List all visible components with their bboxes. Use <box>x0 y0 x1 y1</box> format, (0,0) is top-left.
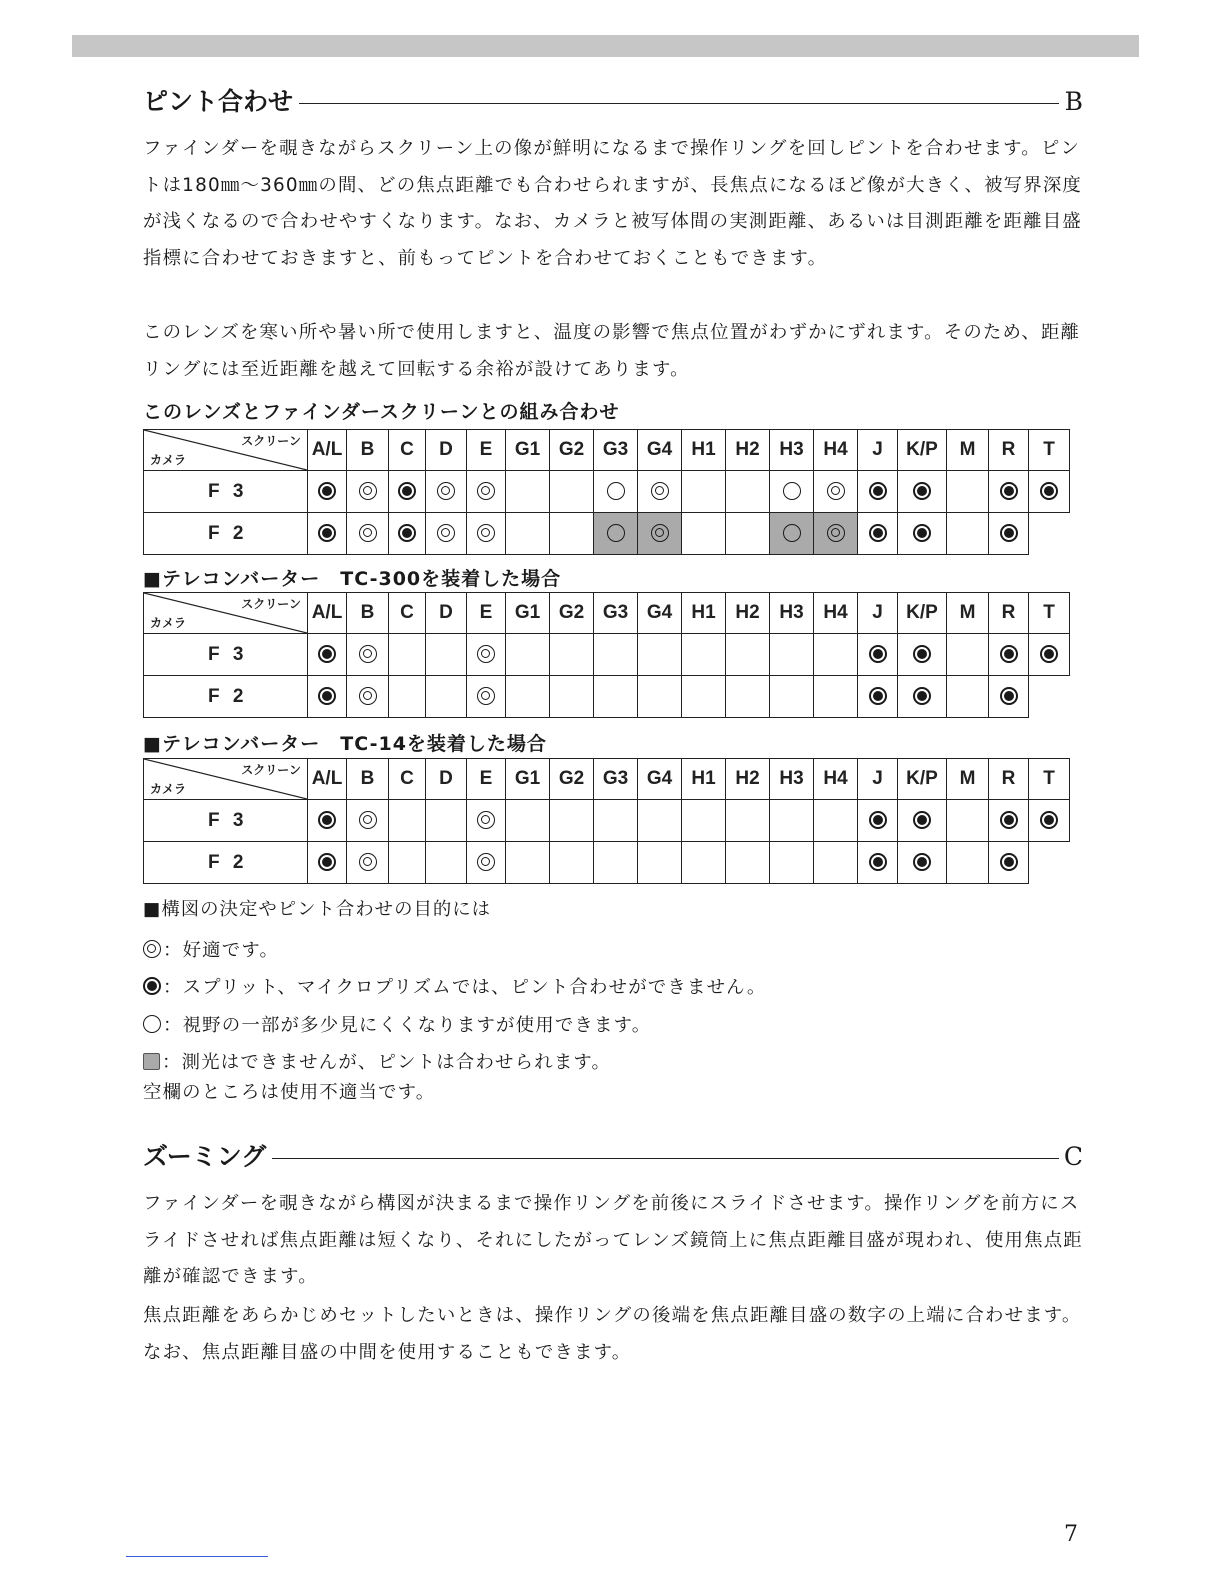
screen-column-header: G2 <box>550 593 594 634</box>
filled-circle-icon <box>318 645 336 663</box>
table-row <box>144 842 1070 884</box>
screen-column-header: M <box>947 759 989 800</box>
compat-cell <box>947 676 989 718</box>
filled-circle-icon <box>318 687 336 705</box>
compat-cell <box>858 676 898 718</box>
compat-cell <box>308 676 347 718</box>
screen-column-header: G3 <box>594 759 638 800</box>
compat-cell <box>550 842 594 884</box>
filled-circle-icon <box>869 687 887 705</box>
double-circle-icon <box>477 811 495 829</box>
section-c-header <box>143 1139 1083 1179</box>
filled-circle-icon <box>1000 524 1018 542</box>
filled-circle-icon <box>1040 645 1058 663</box>
compat-cell <box>1029 842 1070 884</box>
filled-circle-icon <box>1000 853 1018 871</box>
table-corner-cell <box>144 759 308 800</box>
section-c-paragraph-1: ファインダーを覗きながら構図が決まるまで操作リングを前後にスライドさせます。操作リングを前方にスライドさせれば焦点距離は短くなり、それにしたがってレンズ鏡筒上に焦点距離目盛が現われ、使用焦点距離が確認できます。 <box>143 1193 1083 1287</box>
screen-column-header: G1 <box>506 593 550 634</box>
compat-cell <box>389 800 426 842</box>
screen-axis-label: スクリーン <box>241 597 301 611</box>
top-scan-bar <box>72 35 1139 57</box>
compat-cell <box>594 634 638 676</box>
section-b-header <box>143 84 1083 124</box>
compat-cell <box>726 842 770 884</box>
compat-cell <box>726 634 770 676</box>
compat-cell <box>550 634 594 676</box>
compat-cell <box>898 513 947 555</box>
filled-circle-icon <box>318 482 336 500</box>
double-circle-icon <box>359 811 377 829</box>
filled-circle-icon <box>869 811 887 829</box>
double-circle-icon <box>477 524 495 542</box>
screen-column-header: H3 <box>770 759 814 800</box>
compat-cell <box>389 513 426 555</box>
legend-list <box>143 930 766 1080</box>
double-circle-icon <box>477 645 495 663</box>
compat-cell <box>389 634 426 676</box>
double-circle-icon <box>437 524 455 542</box>
legend-text: ：視野の一部が多少見にくくなりますが使用できます。 <box>163 1014 652 1036</box>
screen-column-header: G2 <box>550 759 594 800</box>
screen-column-header: D <box>426 759 467 800</box>
compat-cell <box>347 842 389 884</box>
double-circle-icon <box>477 482 495 500</box>
table-row <box>144 471 1070 513</box>
compat-cell <box>550 513 594 555</box>
compat-cell <box>467 842 506 884</box>
compat-cell <box>770 513 814 555</box>
filled-circle-icon <box>398 482 416 500</box>
filled-circle-icon <box>318 853 336 871</box>
double-circle-icon <box>359 687 377 705</box>
compat-cell <box>426 471 467 513</box>
filled-circle-icon <box>913 482 931 500</box>
double-circle-icon <box>143 940 161 958</box>
screen-column-header: A/L <box>308 593 347 634</box>
section-c-rule <box>143 1158 1059 1159</box>
screen-compat-table-base <box>143 429 1070 555</box>
compat-cell <box>638 842 682 884</box>
compat-cell <box>506 842 550 884</box>
screen-column-header: E <box>467 593 506 634</box>
screen-column-header: A/L <box>308 430 347 471</box>
filled-circle-icon <box>143 977 161 995</box>
screen-column-header: H2 <box>726 759 770 800</box>
double-circle-icon <box>477 853 495 871</box>
table-1-heading: このレンズとファインダースクリーンとの組み合わせ <box>143 401 620 423</box>
table-header-row <box>144 759 1070 800</box>
compat-cell <box>814 800 858 842</box>
compat-cell <box>989 800 1029 842</box>
section-c-paragraph-2: 焦点距離をあらかじめセットしたいときは、操作リングの後端を焦点距離目盛の数字の上端に合わせます。なお、焦点距離目盛の中間を使用することもできます。 <box>143 1305 1082 1363</box>
screen-column-header: B <box>347 593 389 634</box>
compat-cell <box>467 634 506 676</box>
compat-cell <box>947 800 989 842</box>
legend-text: ：測光はできませんが、ピントは合わせられます。 <box>162 1052 612 1074</box>
filled-circle-icon <box>1000 811 1018 829</box>
compat-cell <box>389 471 426 513</box>
section-b-paragraph-2: このレンズを寒い所や暑い所で使用しますと、温度の影響で焦点位置がわずかにずれます。そのため、距離リングには至近距離を越えて回転する余裕が設けてあります。 <box>143 322 1081 380</box>
screen-compat-table-tc300 <box>143 592 1070 718</box>
screen-column-header: D <box>426 593 467 634</box>
compat-cell <box>898 800 947 842</box>
compat-cell <box>467 513 506 555</box>
compat-cell <box>638 800 682 842</box>
screen-column-header: T <box>1029 593 1070 634</box>
compat-cell <box>947 634 989 676</box>
legend-item-suitable <box>143 930 766 968</box>
screen-column-header: H4 <box>814 759 858 800</box>
bottom-link-underline <box>126 1556 268 1557</box>
screen-column-header: T <box>1029 430 1070 471</box>
filled-circle-icon <box>913 687 931 705</box>
screen-column-header: C <box>389 759 426 800</box>
compat-cell <box>506 471 550 513</box>
filled-circle-icon <box>869 482 887 500</box>
compat-cell <box>594 800 638 842</box>
compat-cell <box>347 676 389 718</box>
compat-cell <box>389 676 426 718</box>
compat-cell <box>858 513 898 555</box>
compat-cell <box>682 513 726 555</box>
compat-cell <box>550 471 594 513</box>
screen-column-header: J <box>858 759 898 800</box>
section-b-paragraph-1: ファインダーを覗きながらスクリーン上の像が鮮明になるまで操作リングを回しピントを合わせます。ピントは180㎜～360㎜の間、どの焦点距離でも合わせられますが、長焦点になるほど像が大きく、被写界深度が浅くなるので合わせやすくなります。なお、カメラと被写体間の実測距離、あるいは目測距離を距離目盛指標に合わせておきますと、前もってピントを合わせておくこともできます。 <box>143 138 1083 269</box>
compat-cell <box>858 634 898 676</box>
compat-cell <box>1029 471 1070 513</box>
screen-column-header: H3 <box>770 430 814 471</box>
section-c-title: ズーミング <box>143 1139 272 1175</box>
compat-cell <box>814 676 858 718</box>
compat-cell <box>467 471 506 513</box>
screen-column-header: A/L <box>308 759 347 800</box>
compat-cell <box>682 471 726 513</box>
screen-column-header: K/P <box>898 430 947 471</box>
compat-cell <box>1029 676 1070 718</box>
screen-column-header: J <box>858 593 898 634</box>
compat-cell <box>347 471 389 513</box>
table-corner-cell <box>144 593 308 634</box>
table-2-heading: ■テレコンバーター TC-300を装着した場合 <box>143 568 562 590</box>
camera-axis-label: カメラ <box>150 453 187 467</box>
compat-cell <box>814 842 858 884</box>
table-row <box>144 513 1070 555</box>
filled-circle-icon <box>1000 645 1018 663</box>
double-circle-icon <box>827 524 845 542</box>
table-row <box>144 634 1070 676</box>
compat-cell <box>682 800 726 842</box>
compat-cell <box>898 842 947 884</box>
screen-column-header: G3 <box>594 593 638 634</box>
compat-cell <box>426 634 467 676</box>
screen-column-header: H1 <box>682 759 726 800</box>
compat-cell <box>726 676 770 718</box>
compat-cell <box>594 471 638 513</box>
compat-cell <box>426 676 467 718</box>
section-b-letter: B <box>1061 84 1083 120</box>
compat-cell <box>898 634 947 676</box>
compat-cell <box>947 471 989 513</box>
compat-cell <box>726 513 770 555</box>
compat-cell <box>467 676 506 718</box>
compat-cell <box>594 676 638 718</box>
compat-cell <box>594 842 638 884</box>
filled-circle-icon <box>318 524 336 542</box>
open-circle-icon <box>607 482 625 500</box>
double-circle-icon <box>477 687 495 705</box>
compat-cell <box>989 471 1029 513</box>
compat-cell <box>682 676 726 718</box>
compat-cell <box>989 513 1029 555</box>
screen-column-header: H1 <box>682 430 726 471</box>
compat-cell <box>426 800 467 842</box>
camera-name-cell: F 2 <box>144 842 308 884</box>
compat-cell <box>682 634 726 676</box>
compat-cell <box>898 471 947 513</box>
table-row <box>144 676 1070 718</box>
compat-cell <box>947 513 989 555</box>
screen-column-header: T <box>1029 759 1070 800</box>
compat-cell <box>858 800 898 842</box>
camera-name-cell: F 3 <box>144 471 308 513</box>
screen-axis-label: スクリーン <box>241 763 301 777</box>
double-circle-icon <box>651 482 669 500</box>
compat-cell <box>814 513 858 555</box>
compat-cell <box>426 842 467 884</box>
screen-column-header: K/P <box>898 593 947 634</box>
screen-column-header: R <box>989 593 1029 634</box>
compat-cell <box>770 800 814 842</box>
table-header-row <box>144 593 1070 634</box>
screen-column-header: G2 <box>550 430 594 471</box>
screen-column-header: D <box>426 430 467 471</box>
table-corner-cell <box>144 430 308 471</box>
compat-cell <box>506 634 550 676</box>
compat-cell <box>347 513 389 555</box>
screen-column-header: H4 <box>814 593 858 634</box>
compat-cell <box>506 513 550 555</box>
filled-circle-icon <box>318 811 336 829</box>
legend-text: ：スプリット、マイクロプリズムでは、ピント合わせができません。 <box>163 977 767 999</box>
screen-column-header: G4 <box>638 593 682 634</box>
double-circle-icon <box>359 482 377 500</box>
screen-column-header: G1 <box>506 759 550 800</box>
screen-column-header: R <box>989 430 1029 471</box>
compat-cell <box>1029 513 1070 555</box>
compat-cell <box>989 634 1029 676</box>
screen-column-header: H4 <box>814 430 858 471</box>
compat-cell <box>506 676 550 718</box>
screen-column-header: G1 <box>506 430 550 471</box>
compat-cell <box>426 513 467 555</box>
open-circle-icon <box>607 524 625 542</box>
filled-circle-icon <box>913 645 931 663</box>
compat-cell <box>770 842 814 884</box>
table-row <box>144 800 1070 842</box>
compat-cell <box>638 471 682 513</box>
compat-cell <box>506 800 550 842</box>
screen-column-header: G3 <box>594 430 638 471</box>
double-circle-icon <box>359 853 377 871</box>
screen-axis-label: スクリーン <box>241 434 301 448</box>
compat-cell <box>389 842 426 884</box>
compat-cell <box>550 676 594 718</box>
compat-cell <box>347 634 389 676</box>
compat-cell <box>898 676 947 718</box>
screen-column-header: H1 <box>682 593 726 634</box>
screen-column-header: H3 <box>770 593 814 634</box>
compat-cell <box>1029 800 1070 842</box>
filled-circle-icon <box>869 645 887 663</box>
camera-axis-label: カメラ <box>150 616 187 630</box>
compat-cell <box>308 842 347 884</box>
filled-circle-icon <box>869 524 887 542</box>
compat-cell <box>770 676 814 718</box>
screen-column-header: M <box>947 430 989 471</box>
double-circle-icon <box>359 645 377 663</box>
open-circle-icon <box>143 1015 161 1033</box>
compat-cell <box>770 471 814 513</box>
section-b-title: ピント合わせ <box>143 84 299 120</box>
double-circle-icon <box>827 482 845 500</box>
filled-circle-icon <box>398 524 416 542</box>
screen-column-header: E <box>467 430 506 471</box>
table-header-row <box>144 430 1070 471</box>
camera-axis-label: カメラ <box>150 782 187 796</box>
screen-column-header: H2 <box>726 430 770 471</box>
compat-cell <box>308 634 347 676</box>
camera-name-cell: F 3 <box>144 634 308 676</box>
compat-cell <box>308 471 347 513</box>
double-circle-icon <box>359 524 377 542</box>
table-3-heading: ■テレコンバーター TC-14を装着した場合 <box>143 733 547 755</box>
legend-title: ■構図の決定やピント合わせの目的には <box>143 899 492 920</box>
compat-cell <box>814 634 858 676</box>
legend-footnote: 空欄のところは使用不適当です。 <box>143 1082 436 1103</box>
legend-item-partial <box>143 1005 766 1043</box>
compat-cell <box>308 513 347 555</box>
compat-cell <box>347 800 389 842</box>
filled-circle-icon <box>913 811 931 829</box>
compat-cell <box>638 676 682 718</box>
section-c-letter: C <box>1060 1139 1083 1175</box>
legend-text: ：好適です。 <box>163 939 280 961</box>
compat-cell <box>308 800 347 842</box>
filled-circle-icon <box>1000 687 1018 705</box>
screen-column-header: E <box>467 759 506 800</box>
double-circle-icon <box>651 524 669 542</box>
compat-cell <box>814 471 858 513</box>
compat-cell <box>726 800 770 842</box>
compat-cell <box>638 634 682 676</box>
filled-circle-icon <box>913 853 931 871</box>
screen-column-header: G4 <box>638 759 682 800</box>
compat-cell <box>989 676 1029 718</box>
compat-cell <box>989 842 1029 884</box>
screen-column-header: R <box>989 759 1029 800</box>
filled-circle-icon <box>1000 482 1018 500</box>
compat-cell <box>550 800 594 842</box>
compat-cell <box>594 513 638 555</box>
compat-cell <box>682 842 726 884</box>
compat-cell <box>770 634 814 676</box>
legend-item-no-split <box>143 968 766 1006</box>
compat-cell <box>1029 634 1070 676</box>
filled-circle-icon <box>869 853 887 871</box>
compat-cell <box>638 513 682 555</box>
screen-column-header: C <box>389 430 426 471</box>
screen-column-header: K/P <box>898 759 947 800</box>
screen-column-header: J <box>858 430 898 471</box>
compat-cell <box>858 842 898 884</box>
filled-circle-icon <box>1040 482 1058 500</box>
screen-column-header: C <box>389 593 426 634</box>
screen-column-header: H2 <box>726 593 770 634</box>
screen-column-header: G4 <box>638 430 682 471</box>
screen-column-header: M <box>947 593 989 634</box>
legend-item-no-metering <box>143 1043 766 1081</box>
screen-compat-table-tc14 <box>143 758 1070 884</box>
screen-column-header: B <box>347 430 389 471</box>
filled-circle-icon <box>1040 811 1058 829</box>
filled-circle-icon <box>913 524 931 542</box>
gray-square-icon <box>143 1053 160 1070</box>
compat-cell <box>467 800 506 842</box>
camera-name-cell: F 2 <box>144 513 308 555</box>
compat-cell <box>858 471 898 513</box>
page-number: 7 <box>1064 1522 1078 1547</box>
camera-name-cell: F 2 <box>144 676 308 718</box>
camera-name-cell: F 3 <box>144 800 308 842</box>
open-circle-icon <box>783 482 801 500</box>
compat-cell <box>726 471 770 513</box>
screen-column-header: B <box>347 759 389 800</box>
open-circle-icon <box>783 524 801 542</box>
compat-cell <box>947 842 989 884</box>
double-circle-icon <box>437 482 455 500</box>
